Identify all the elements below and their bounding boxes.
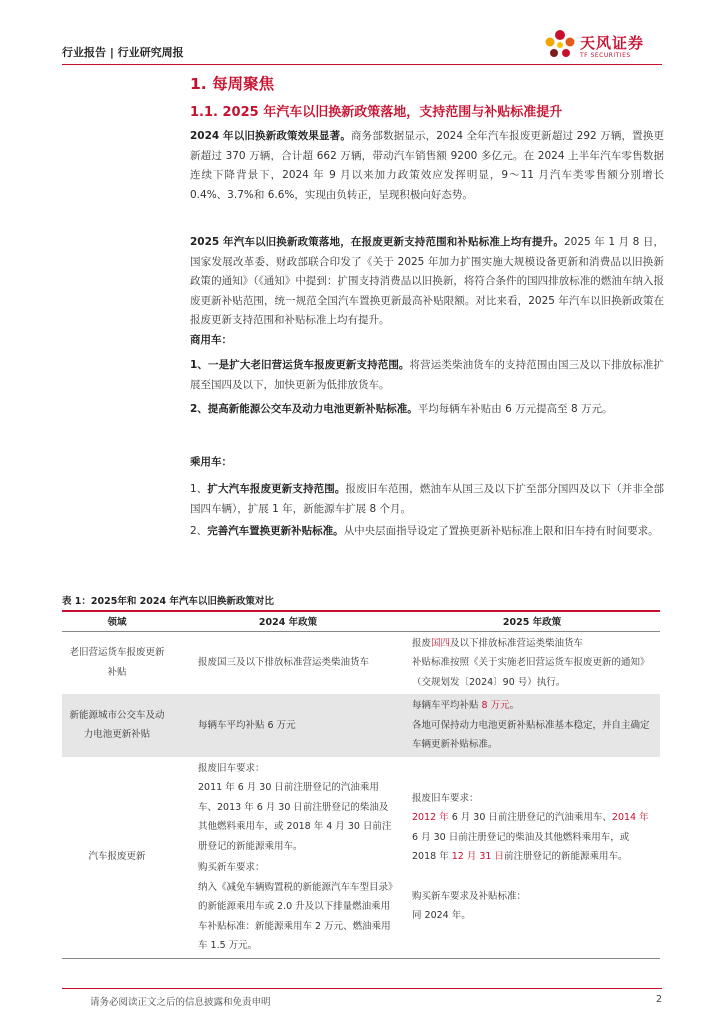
item-lead: 1、一是扩大老旧营运货车报废更新支持范围。 xyxy=(190,359,410,371)
paragraph-2024-effect xyxy=(190,127,664,205)
passenger-item-1: 1、扩大汽车报废更新支持范围。报废旧车范围，燃油车从国三及以下扩至部分国四及以下（并非全部国四车辆），扩展 1 年，新能源车扩展 8 个月。 xyxy=(190,483,665,515)
section-heading: 1. 每周聚焦 xyxy=(190,75,275,93)
commercial-item-1 xyxy=(190,356,664,395)
highlight-text: 2014 年 xyxy=(611,812,649,823)
passenger-heading: 乘用车： xyxy=(190,456,232,468)
table-row xyxy=(62,631,660,694)
paragraph-lead: 2025 年汽车以旧换新政策落地，在报废更新支持范围和补贴标准上均有提升。 xyxy=(190,236,564,248)
cell-2025: 每辆车平均补贴 8 万元。 各地可保持动力电池更新补贴标准基本稳定，并自主确定车辆更新补贴标准。 xyxy=(404,694,660,757)
cell-2025: 报废旧车要求： 2012 年 6 月 30 日前注册登记的汽油乘用车、2014 年 6 月 30 日前注册登记的柴油及其他燃料乘用车，或 2018 年 12 月 31 日前注册登记的新能源乘用车。 购买新车要求及补贴标准： 同 2024 年。 xyxy=(404,757,660,959)
cell-2024: 报废国三及以下排放标准营运类柴油货车 xyxy=(198,657,370,668)
page-number: 2 xyxy=(655,994,662,1005)
item-lead: 完善汽车置换更新补贴标准。 xyxy=(207,525,344,537)
logo-subtitle: TF SECURITIES xyxy=(580,52,631,59)
highlight-text: 国四 xyxy=(431,637,451,649)
item-body: 报废旧车范围，燃油车从国三及以下扩至部分国四及以下（并非全部国四车辆），扩展 1 年，新能源车扩展 8 个月。 xyxy=(190,483,665,515)
report-type: 行业报告 | 行业研究周报 xyxy=(62,46,184,59)
paragraph-lead: 2024 年以旧换新政策效果显著。 xyxy=(190,130,351,142)
highlight-text: 12 月 31 日 xyxy=(451,851,504,862)
logo-name: 天风证券 xyxy=(580,34,645,52)
highlight-text: 8 万元 xyxy=(481,700,510,711)
company-logo xyxy=(542,28,662,62)
cell-2024: 报废旧车要求： 2011 年 6 月 30 日前注册登记的汽油乘用车、2013 年 6 月 30 日前注册登记的柴油及其他燃料乘用车，或 2018 年 4 月 30 日前注册登记的新能源乘用车。 购买新车要求： 纳入《减免车辆购置税的新能源汽车车型目录》的新能源乘用车或 2.0 升及以下排量燃油乘用车补贴标准：新能源乘用车 2 万元、燃油乘用车 1.5 万元。 xyxy=(172,757,404,959)
footer-divider xyxy=(62,988,662,989)
header-2025: 2025 年政策 xyxy=(404,611,660,631)
logo-flower-icon xyxy=(542,28,578,62)
header-divider xyxy=(62,64,662,65)
paragraph-2025-policy xyxy=(190,233,664,331)
subsection-heading: 1.1. 2025 年汽车以旧换新政策落地，支持范围与补贴标准提升 xyxy=(190,105,563,120)
policy-comparison-table xyxy=(62,610,660,959)
cell-2024: 每辆车平均补贴 6 万元 xyxy=(172,694,404,757)
item-body: 从中央层面指导设定了置换更新补贴标准上限和旧车持有时间要求。 xyxy=(343,525,659,537)
paragraph-body: 商务部数据显示，2024 全年汽车报废更新超过 292 万辆，置换更新超过 370 万辆，合计超 662 万辆，带动汽车销售额 9200 多亿元。在 2024 上半年汽车零售数据连续下降背景下，2024 年 9 月以来加力政策效应发挥明显，9～11 月汽车类零售额分别增长 0.4%、3.7%和 6.6%，实现由负转正，呈现积极向好态势。 xyxy=(190,130,664,201)
highlight-text: 2012 年 xyxy=(412,812,449,823)
footer-disclaimer: 请务必阅读正文之后的信息披露和免责申明 xyxy=(90,997,271,1008)
cell-domain: 新能源城市公交车及动力电池更新补贴 xyxy=(62,694,172,757)
paragraph-body: 2025 年 1 月 8 日，国家发展改革委、财政部联合印发了《关于 2025 年加力扩围实施大规模设备更新和消费品以旧换新政策的通知》（《通知》中提到：扩围支持消费品以旧换新，将符合条件的国四排放标准的燃油车纳入报废更新补贴范围，统一规范全国汽车置换更新最高补贴限额。对比来看，2025 年汽车以旧换新政策在报废更新支持范围和补贴标准上均有提升。 xyxy=(190,236,664,326)
cell-2025: 报废国四及以下排放标准营运类柴油货车 补贴标准按照《关于实施老旧营运货车报废更新的通知》（交规划发〔2024〕90 号）执行。 xyxy=(412,637,650,688)
header-domain: 领域 xyxy=(62,611,172,631)
commercial-item-2 xyxy=(190,400,664,420)
page-header xyxy=(62,28,662,68)
item-lead: 扩大汽车报废更新支持范围。 xyxy=(207,483,346,495)
cell-domain: 汽车报废更新 xyxy=(62,757,172,959)
table-header-row xyxy=(62,611,660,631)
table-row xyxy=(62,694,660,757)
table-row xyxy=(62,757,660,959)
item-lead: 2、提高新能源公交车及动力电池更新补贴标准。 xyxy=(190,403,418,415)
cell-domain: 老旧营运货车报废更新补贴 xyxy=(69,647,165,678)
commercial-heading: 商用车： xyxy=(190,334,232,346)
item-body: 将营运类柴油货车的支持范围由国三及以下排放标准扩展至国四及以下，加快更新为低排放货车。 xyxy=(190,359,664,391)
table-caption: 表 1：2025年和 2024 年汽车以旧换新政策对比 xyxy=(62,596,274,607)
item-body: 平均每辆车补贴由 6 万元提高至 8 万元。 xyxy=(417,403,613,415)
header-2024: 2024 年政策 xyxy=(172,611,404,631)
passenger-item-2: 2、完善汽车置换更新补贴标准。从中央层面指导设定了置换更新补贴标准上限和旧车持有时间要求。 xyxy=(190,525,659,537)
